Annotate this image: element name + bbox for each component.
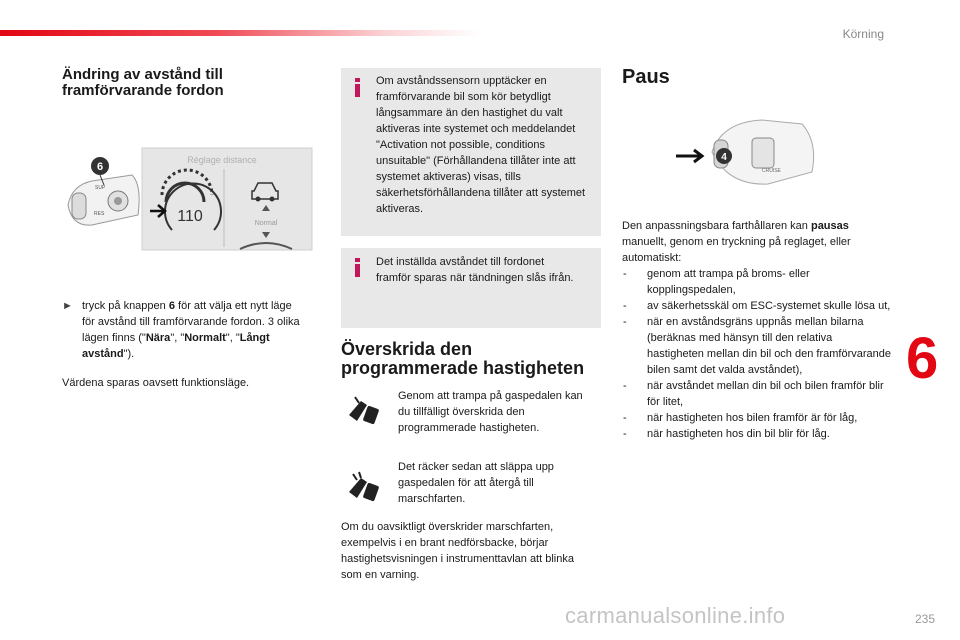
- info-sensor-text: Om avståndssensorn upptäcker en framförvarande bil som kör betydligt långsammare än den hastighet du valt aktiveras inte systemet och meddelandet "Activation not possible, conditions unsuitable" (Förhållandena tillåter inte att systemet aktiveras) visas, tills säkerhetsförhållandena tillåter att systemet aktiveras.: [376, 75, 586, 215]
- press-arrow-icon: [676, 150, 702, 162]
- pedal-release-text: Det räcker sedan att släppa upp gaspedalen för att återgå till marschfarten.: [398, 461, 554, 505]
- steering-stalk-icon: [68, 175, 139, 225]
- bullet-flag-icon: ►: [62, 300, 73, 312]
- page-number: 235: [915, 612, 936, 626]
- info-box-memory: [341, 248, 601, 328]
- foot-release-pedal-icon: [345, 470, 381, 506]
- list-item: - när hastigheten hos din bil blir för låg.: [622, 426, 892, 442]
- callout-4-label: 4: [721, 152, 727, 163]
- list-item: - när avståndet mellan din bil och bilen framför blir för litet,: [622, 378, 892, 410]
- storage-note: Värdena sparas oavsett funktionsläge.: [62, 377, 250, 389]
- svg-text:RES: RES: [94, 211, 105, 217]
- list-item: - när en avståndsgräns uppnås mellan bilarna (beräknas med hänsyn till den relativa hastigheten mellan din bil och den framförvarande bilen samt det valda avståndet),: [622, 314, 892, 378]
- distance-mode: Normal: [254, 220, 278, 227]
- header-accent-bar: [0, 30, 480, 36]
- distance-setting-figure: [62, 145, 314, 255]
- chapter-number: 6: [906, 326, 939, 391]
- pause-conditions-list: [622, 266, 892, 442]
- info-memory-text: Det inställda avståndet till fordonet framför sparas när tändningen slås ifrån.: [376, 256, 574, 284]
- pedal-press-text: Genom att trampa på gaspedalen kan du tillfälligt överskrida den programmerade hastigheten.: [398, 390, 583, 434]
- section-title: Körning: [842, 27, 884, 41]
- display-title: Réglage distance: [187, 155, 257, 165]
- list-item: - genom att trampa på broms- eller kopplingspedalen,: [622, 266, 892, 298]
- pause-intro: Den anpassningsbara farthållaren kan pausas manuellt, genom en tryckning på reglaget, eller automatiskt:: [622, 220, 851, 264]
- info-icon: [355, 258, 360, 277]
- list-item: - när hastigheten hos bilen framför är för låg,: [622, 410, 892, 426]
- info-icon: [355, 78, 360, 97]
- override-warning: Om du oavsiktligt överskrider marschfarten, exempelvis i en brant nedförsbacke, börjar hastighetsvisningen i instrumenttavlan att blinka som en varning.: [341, 521, 574, 581]
- pause-stalk-figure: [672, 112, 822, 192]
- foot-on-pedal-icon: [345, 393, 381, 429]
- svg-text:CRUISE: CRUISE: [762, 168, 781, 174]
- pause-heading: Paus: [622, 66, 670, 88]
- speed-value: 110: [177, 208, 203, 225]
- distance-instruction: tryck på knappen 6 för att välja ett nytt läge för avstånd till framförvarande fordon. 3 olika lägen finns ("Nära", "Normalt", "Långt avstånd").: [82, 300, 300, 360]
- override-heading: Överskrida den programmerade hastigheten: [341, 339, 585, 378]
- list-item: - av säkerhetsskäl om ESC-systemet skulle lösa ut,: [622, 298, 892, 314]
- watermark: carmanualsonline.info: [565, 603, 786, 628]
- left-heading: Ändring av avstånd till framförvarande fordon: [62, 66, 224, 99]
- svg-text:SUP: SUP: [95, 185, 106, 191]
- info-box-sensor: [341, 68, 601, 236]
- callout-6-label: 6: [96, 161, 104, 173]
